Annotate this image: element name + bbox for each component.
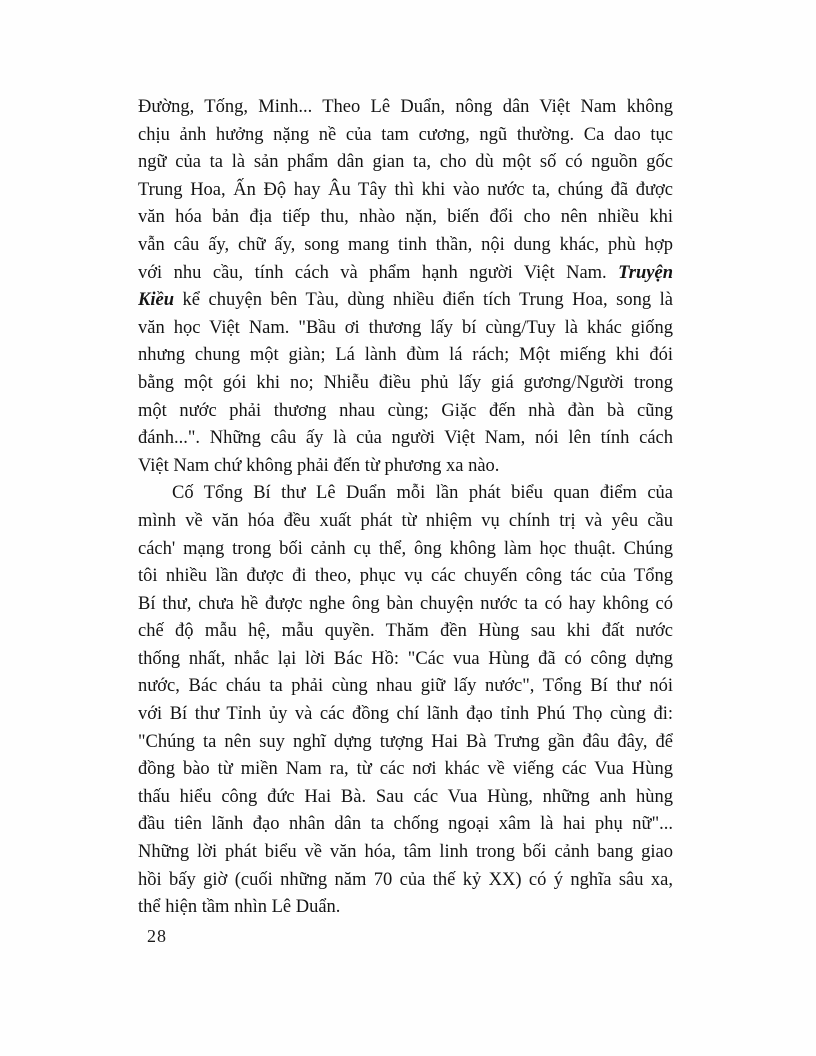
text-line (138, 260, 673, 288)
text-segment: Đường, Tống, Minh... Theo Lê Duẩn, nông dân Việt Nam không (138, 97, 673, 117)
text-segment: đánh...". Những câu ấy là của người Việt Nam, nói lên tính cách (138, 428, 673, 449)
text-segment: đầu tiên lãnh đạo nhân dân ta chống ngoại xâm là hai phụ nữ"... (138, 814, 673, 835)
text-segment: chịu ảnh hưởng nặng nề của tam cương, ngũ thường. Ca dao tục (138, 124, 673, 145)
text-block (138, 94, 673, 922)
text-segment: thể hiện tầm nhìn Lê Duẩn. (138, 897, 341, 918)
text-line (138, 315, 673, 343)
text-line (138, 784, 673, 812)
text-segment: mình về văn hóa đều xuất phát từ nhiệm vụ chính trị và yêu cầu (138, 510, 673, 531)
text-segment: thống nhất, nhắc lại lời Bác Hồ: "Các vua Hùng đã có công dựng (138, 648, 673, 669)
text-line (138, 729, 673, 757)
text-line (138, 508, 673, 536)
text-segment: Việt Nam chứ không phải đến từ phương xa nào. (138, 455, 500, 476)
text-segment: Cố Tổng Bí thư Lê Duẩn mỗi lần phát biểu quan điểm của (172, 483, 673, 504)
text-line (138, 673, 673, 701)
text-segment: ngữ của ta là sản phẩm dân gian ta, cho dù một số có nguồn gốc (138, 152, 673, 173)
text-line (138, 342, 673, 370)
text-segment: Những lời phát biểu về văn hóa, tâm linh trong bối cảnh bang giao (138, 842, 673, 863)
text-line (138, 867, 673, 895)
text-segment: tôi nhiều lần được đi theo, phục vụ các chuyến công tác của Tổng (138, 566, 673, 587)
text-line (138, 756, 673, 784)
text-segment: thấu hiểu công đức Hai Bà. Sau các Vua Hùng, những anh hùng (138, 786, 673, 807)
text-line (138, 646, 673, 674)
text-segment: vẫn câu ấy, chữ ấy, song mang tinh thần, nội dung khác, phù hợp (138, 234, 673, 255)
text-segment: đồng bào từ miền Nam ra, từ các nơi khác về viếng các Vua Hùng (138, 759, 673, 780)
book-title-segment: Kiều (138, 290, 174, 311)
text-line (138, 94, 673, 122)
text-segment: Bí thư, chưa hề được nghe ông bàn chuyện nước ta có hay không có (138, 593, 673, 614)
text-segment: văn hóa bản địa tiếp thu, nhào nặn, biến đổi cho nên nhiều khi (138, 207, 673, 228)
text-segment: văn học Việt Nam. "Bầu ơi thương lấy bí cùng/Tuy là khác giống (138, 317, 673, 338)
text-segment: cách' mạng trong bối cảnh cụ thể, ông không làm học thuật. Chúng (138, 538, 673, 559)
text-line (138, 591, 673, 619)
text-line (138, 177, 673, 205)
text-line (138, 122, 673, 150)
text-line (138, 370, 673, 398)
text-line (138, 563, 673, 591)
text-segment: bằng một gói khi no; Nhiễu điều phủ lấy giá gương/Người trong (138, 372, 673, 393)
text-line (138, 425, 673, 453)
text-line (138, 536, 673, 564)
text-line (138, 232, 673, 260)
text-segment: với Bí thư Tỉnh ủy và các đồng chí lãnh đạo tỉnh Phú Thọ cùng đi: (138, 704, 673, 725)
text-segment: nhưng chung một giàn; Lá lành đùm lá rách; Một miếng khi đói (138, 345, 673, 366)
text-line (138, 480, 673, 508)
text-segment: Trung Hoa, Ấn Độ hay Âu Tây thì khi vào nước ta, chúng đã được (138, 179, 673, 200)
page-number: 28 (147, 926, 167, 946)
text-line (138, 398, 673, 426)
text-line (138, 287, 673, 315)
text-segment: kể chuyện bên Tàu, dùng nhiều điển tích Trung Hoa, song là (173, 290, 673, 311)
text-line (138, 204, 673, 232)
text-segment: "Chúng ta nên suy nghĩ dựng tượng Hai Bà Trưng gần đâu đây, để (138, 731, 673, 752)
text-line (138, 701, 673, 729)
text-line (138, 839, 673, 867)
text-segment: chế độ mẫu hệ, mẫu quyền. Thăm đền Hùng sau khi đất nước (138, 621, 673, 642)
text-segment: hồi bấy giờ (cuối những năm 70 của thế kỷ XX) có ý nghĩa sâu xa, (138, 869, 673, 890)
text-line (138, 618, 673, 646)
text-line (138, 811, 673, 839)
text-line (138, 894, 673, 922)
book-title-segment: Truyện (618, 262, 673, 283)
text-line (138, 453, 673, 481)
text-segment: với nhu cầu, tính cách và phẩm hạnh người Việt Nam. (138, 262, 619, 283)
text-line (138, 149, 673, 177)
text-segment: một nước phải thương nhau cùng; Giặc đến nhà đàn bà cũng (138, 400, 673, 421)
text-segment: nước, Bác cháu ta phải cùng nhau giữ lấy nước", Tổng Bí thư nói (138, 676, 673, 697)
